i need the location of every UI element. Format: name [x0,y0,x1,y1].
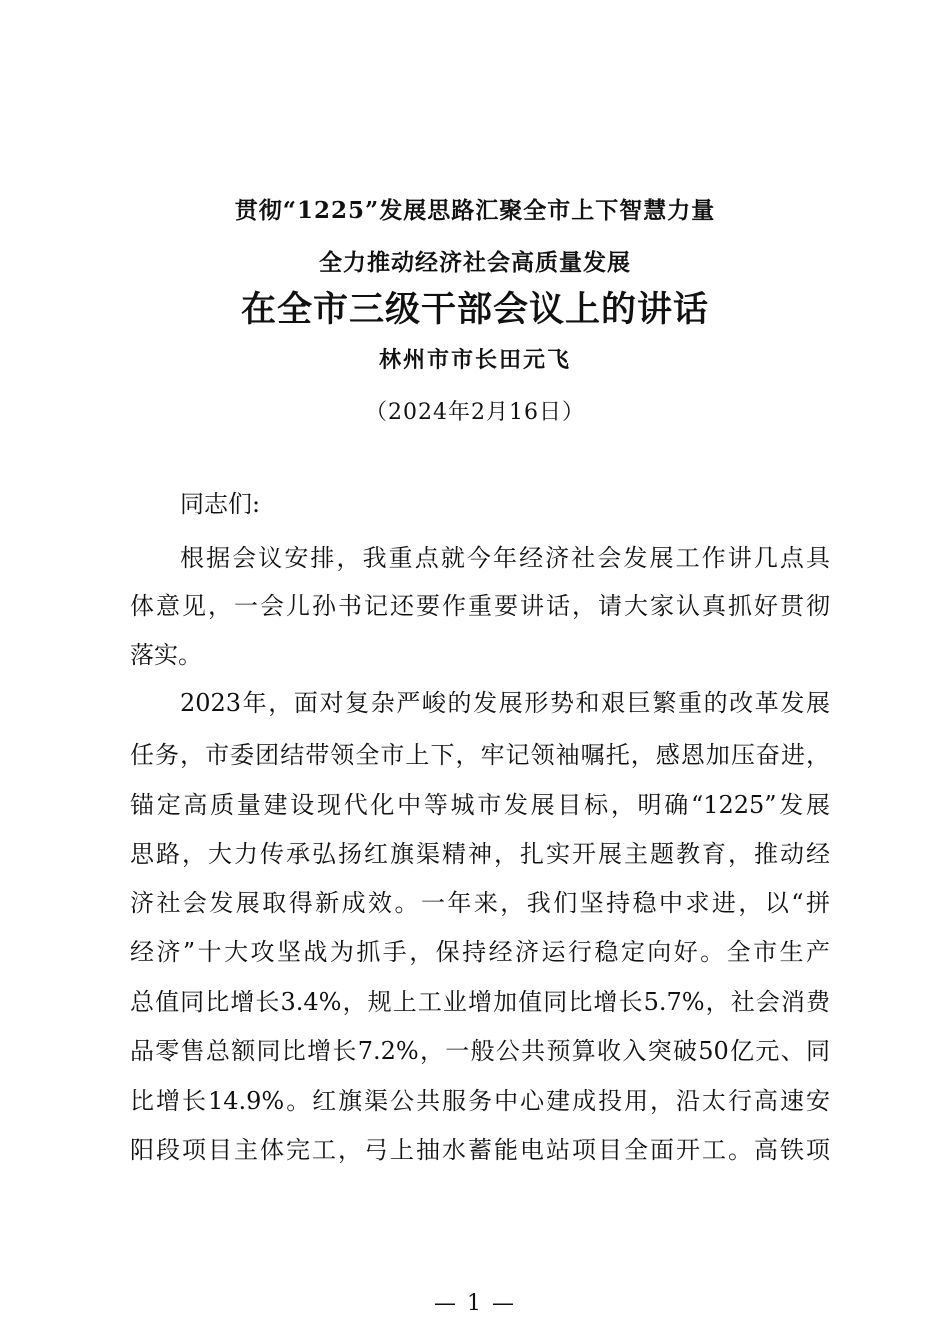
page-number: — 1 — [434,1291,516,1316]
paragraph-2-line-4: 思路，大力传承弘扬红旗渠精神，扎实开展主题教育，推动经 [130,840,830,868]
paragraph-2-line-5: 济社会发展取得新成效。一年来，我们坚持稳中求进，以“拼 [130,889,830,917]
paragraph-1-line-3: 落实。 [130,641,202,669]
paragraph-2-line-2: 任务，市委团结带领全市上下，牢记领袖嘱托，感恩加压奋进， [130,741,830,769]
paragraph-1-line-2: 体意见，一会儿孙书记还要作重要讲话，请大家认真抓好贯彻 [130,592,830,620]
paragraph-2-line-10: 阳段项目主体完工，弓上抽水蓄能电站项目全面开工。高铁项 [130,1136,830,1164]
paragraph-2-line-8: 品零售总额同比增长7.2%，一般公共预算收入突破50亿元、同 [130,1037,830,1065]
speech-date: （2024年2月16日） [365,400,585,425]
subtitle-line-2: 全力推动经济社会高质量发展 [319,249,631,276]
paragraph-2-line-7: 总值同比增长3.4%，规上工业增加值同比增长5.7%，社会消费 [130,988,830,1016]
salutation: 同志们: [180,490,261,518]
paragraph-1-line-1: 根据会议安排，我重点就今年经济社会发展工作讲几点具 [180,544,830,572]
paragraph-2-line-6: 经济”十大攻坚战为抓手，保持经济运行稳定向好。全市生产 [130,938,830,966]
main-title: 在全市三级干部会议上的讲话 [240,290,709,330]
subtitle-line-1: 贯彻“1225”发展思路汇聚全市上下智慧力量 [234,197,716,224]
paragraph-2-line-1: 2023年，面对复杂严峻的发展形势和艰巨繁重的改革发展 [180,689,830,717]
paragraph-2-line-3: 锚定高质量建设现代化中等城市发展目标，明确“1225”发展 [130,791,830,819]
paragraph-2-line-9: 比增长14.9%。红旗渠公共服务中心建成投用，沿太行高速安 [130,1087,830,1115]
author-line: 林州市市长田元飞 [378,348,571,373]
